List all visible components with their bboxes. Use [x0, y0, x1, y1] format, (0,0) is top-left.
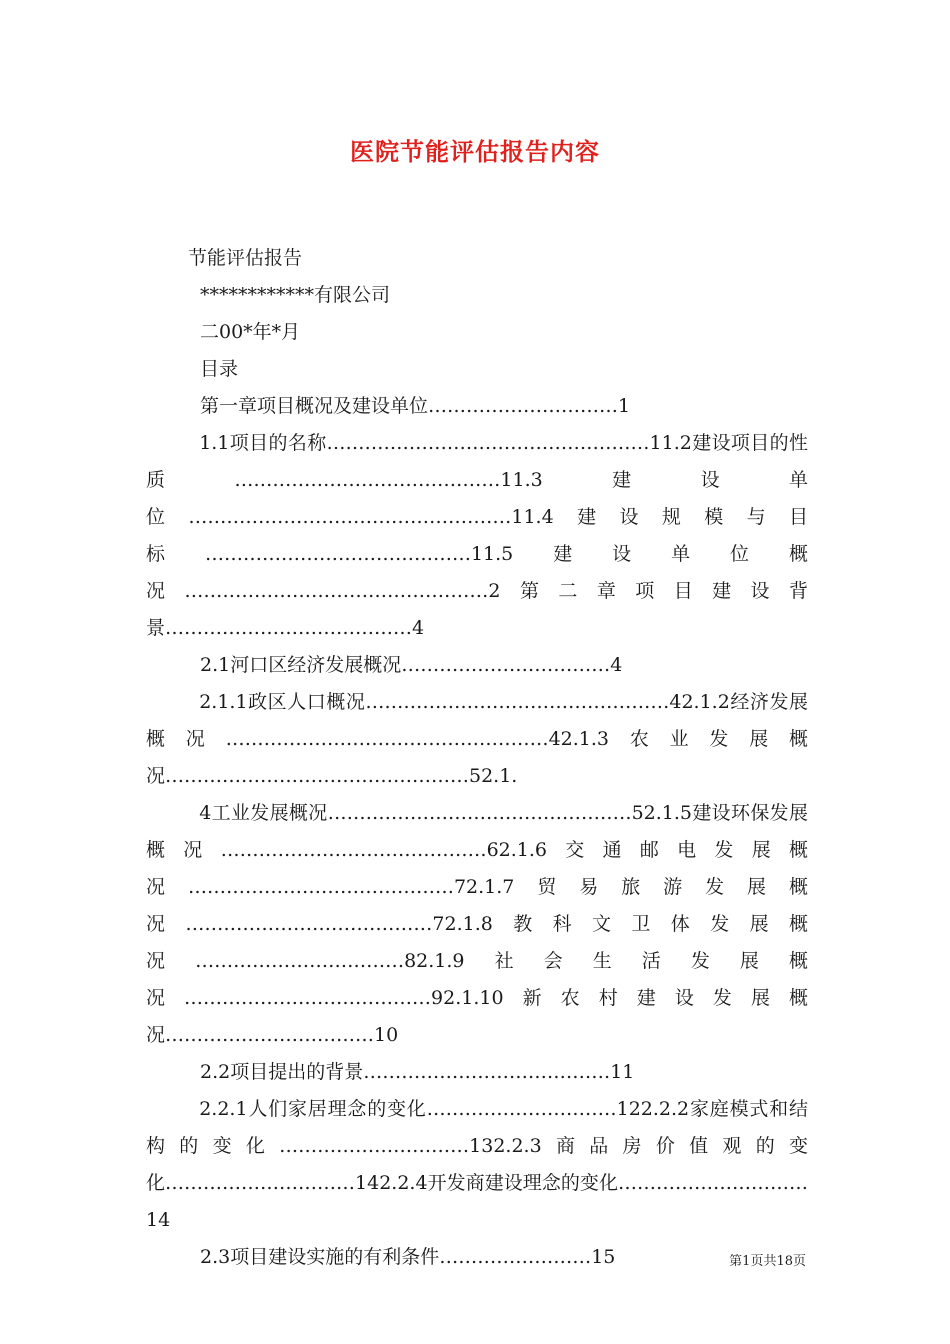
toc-block-4: 2.2.1人们家居理念的变化…………………………122.2.2家庭模式和结构的变化…………………………132.2.3商品房价值观的变化…………………………142.2.4开发商建设理念的变化…………………………14	[146, 1098, 808, 1231]
toc-section-2-1: 2.1河口区经济发展概况……………………………4	[200, 654, 623, 676]
toc-heading: 目录	[200, 358, 239, 380]
toc-chapter-1: 第一章项目概况及建设单位…………………………1	[200, 395, 631, 417]
toc-section-2-3: 2.3项目建设实施的有利条件……………………15	[200, 1246, 616, 1268]
toc-block-1: 1.1项目的名称……………………………………………11.2建设项目的性质……………………………………11.3建设单位……………………………………………11.4建设规模与目标……………………………………11.5建设单位概况…………………………………………2第二章项目建设背景…………………………………4	[146, 432, 808, 639]
company-name: ************有限公司	[200, 284, 391, 306]
toc-block-2: 2.1.1政区人口概况…………………………………………42.1.2经济发展概况……………………………………………42.1.3农业发展概况…………………………………………52.1.	[146, 691, 808, 787]
report-heading: 节能评估报告	[188, 247, 303, 269]
document-body	[146, 240, 808, 1276]
document-title: 医院节能评估报告内容	[350, 137, 600, 166]
report-date: 二00*年*月	[200, 321, 301, 343]
page-footer: 第1页共18页	[729, 1254, 806, 1269]
toc-section-2-2: 2.2项目提出的背景…………………………………11	[200, 1061, 635, 1083]
toc-block-3: 4工业发展概况…………………………………………52.1.5建设环保发展概况……………………………………62.1.6交通邮电发展概况……………………………………72.1.7贸易旅游发展概况…………………………………72.1.8教科文卫体发展概况……………………………82.1.9社会生活发展概况…………………………………92.1.10新农村建设发展概况……………………………10	[146, 802, 808, 1046]
